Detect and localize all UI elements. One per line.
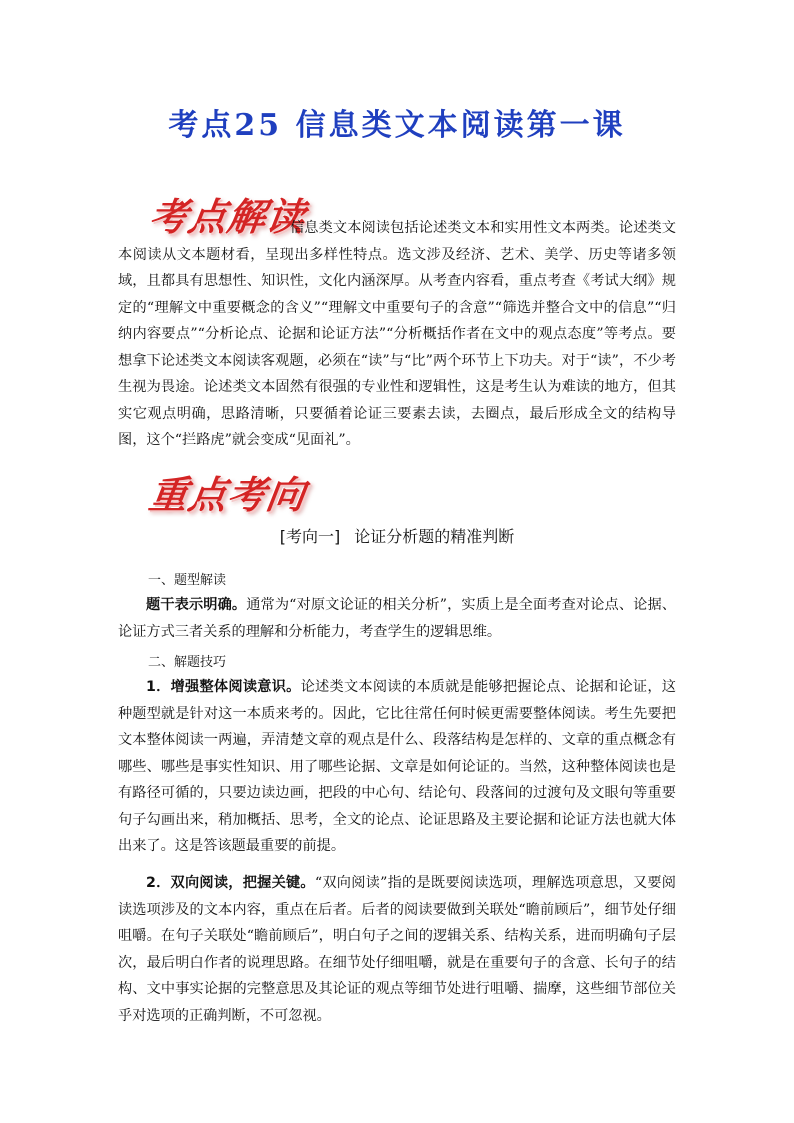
paragraph-lead: 2．双向阅读，把握关键。 <box>146 875 315 891</box>
section-name: 论证分析题的精准判断 <box>354 527 515 546</box>
page-title: 考点25 信息类文本阅读第一课 <box>168 108 626 143</box>
banner-explain: 考点解读 <box>146 195 309 239</box>
paragraph-technique-2 <box>118 870 676 1029</box>
paragraph-question-type <box>118 592 676 645</box>
subheading-techniques: 二、解题技巧 <box>148 655 227 670</box>
paragraph-lead: 1．增强整体阅读意识。 <box>146 679 301 695</box>
paragraph-body: 通常为“对原文论证的相关分析”，实质上是全面考查对论点、论据、论证方式三者关系的理解和分析能力，考查学生的逻辑思维。 <box>118 597 676 640</box>
paragraph-body: 论述类文本阅读的本质就是能够把握论点、论据和论证，这种题型就是针对这一本质来考的。因此，它比往常任何时候更需要整体阅读。考生先要把文本整体阅读一两遍，弄清楚文章的观点是什么、段落结构是怎样的、文章的重点概念有哪些、哪些是事实性知识、用了哪些论据、文章是如何论证的。当然，这种整体阅读也是有路径可循的，只要边读边画，把段的中心句、结论句、段落间的过渡句及文眼句等重要句子勾画出来，稍加概括、思考，全文的论点、论证思路及主要论据和论证方法也就大体出来了。这是答该题最重要的前提。 <box>118 679 676 854</box>
paragraph-body: “双向阅读”指的是既要阅读选项，理解选项意思，又要阅读选项涉及的文本内容，重点在后者。后者的阅读要做到关联处“瞻前顾后”，细节处仔细咀嚼。在句子关联处“瞻前顾后”，明白句子之间的逻辑关系、结构关系，进而明确句子层次，最后明白作者的说理思路。在细节处仔细咀嚼，就是在重要句子的含意、长句子的结构、文中事实论据的完整意思及其论证的观点等细节处进行咀嚼、揣摩，这些细节部位关乎对选项的正确判断，不可忽视。 <box>118 875 676 1024</box>
intro-paragraph: 信息类文本阅读包括论述类文本和实用性文本两类。论述类文本阅读从文本题材看，呈现出多样性特点。选文涉及经济、艺术、美学、历史等诸多领域，且都具有思想性、知识性，文化内涵深厚。从考查内容看，重点考查《考试大纲》规定的“理解文中重要概念的含义”“理解文中重要句子的含意”“筛选并整合文中的信息”“归纳内容要点”“分析论点、论据和论证方法”“分析概括作者在文中的观点态度”等考点。要想拿下论述类文本阅读客观题，必须在“读”与“比”两个环节上下功夫。对于“读”，不少考生视为畏途。论述类文本固然有很强的专业性和逻辑性，这是考生认为难读的地方，但其实它观点明确，思路清晰，只要循着论证三要素去读，去圈点，最后形成全文的结构导图，这个“拦路虎”就会变成“见面礼”。 <box>118 220 676 448</box>
paragraph-lead: 题干表示明确。 <box>146 597 247 613</box>
banner-focus: 重点考向 <box>146 473 309 517</box>
paragraph-technique-1 <box>118 674 676 860</box>
section-heading <box>0 524 794 547</box>
subheading-question-type: 一、题型解读 <box>148 573 227 588</box>
section-label: [考向一] <box>279 527 341 546</box>
